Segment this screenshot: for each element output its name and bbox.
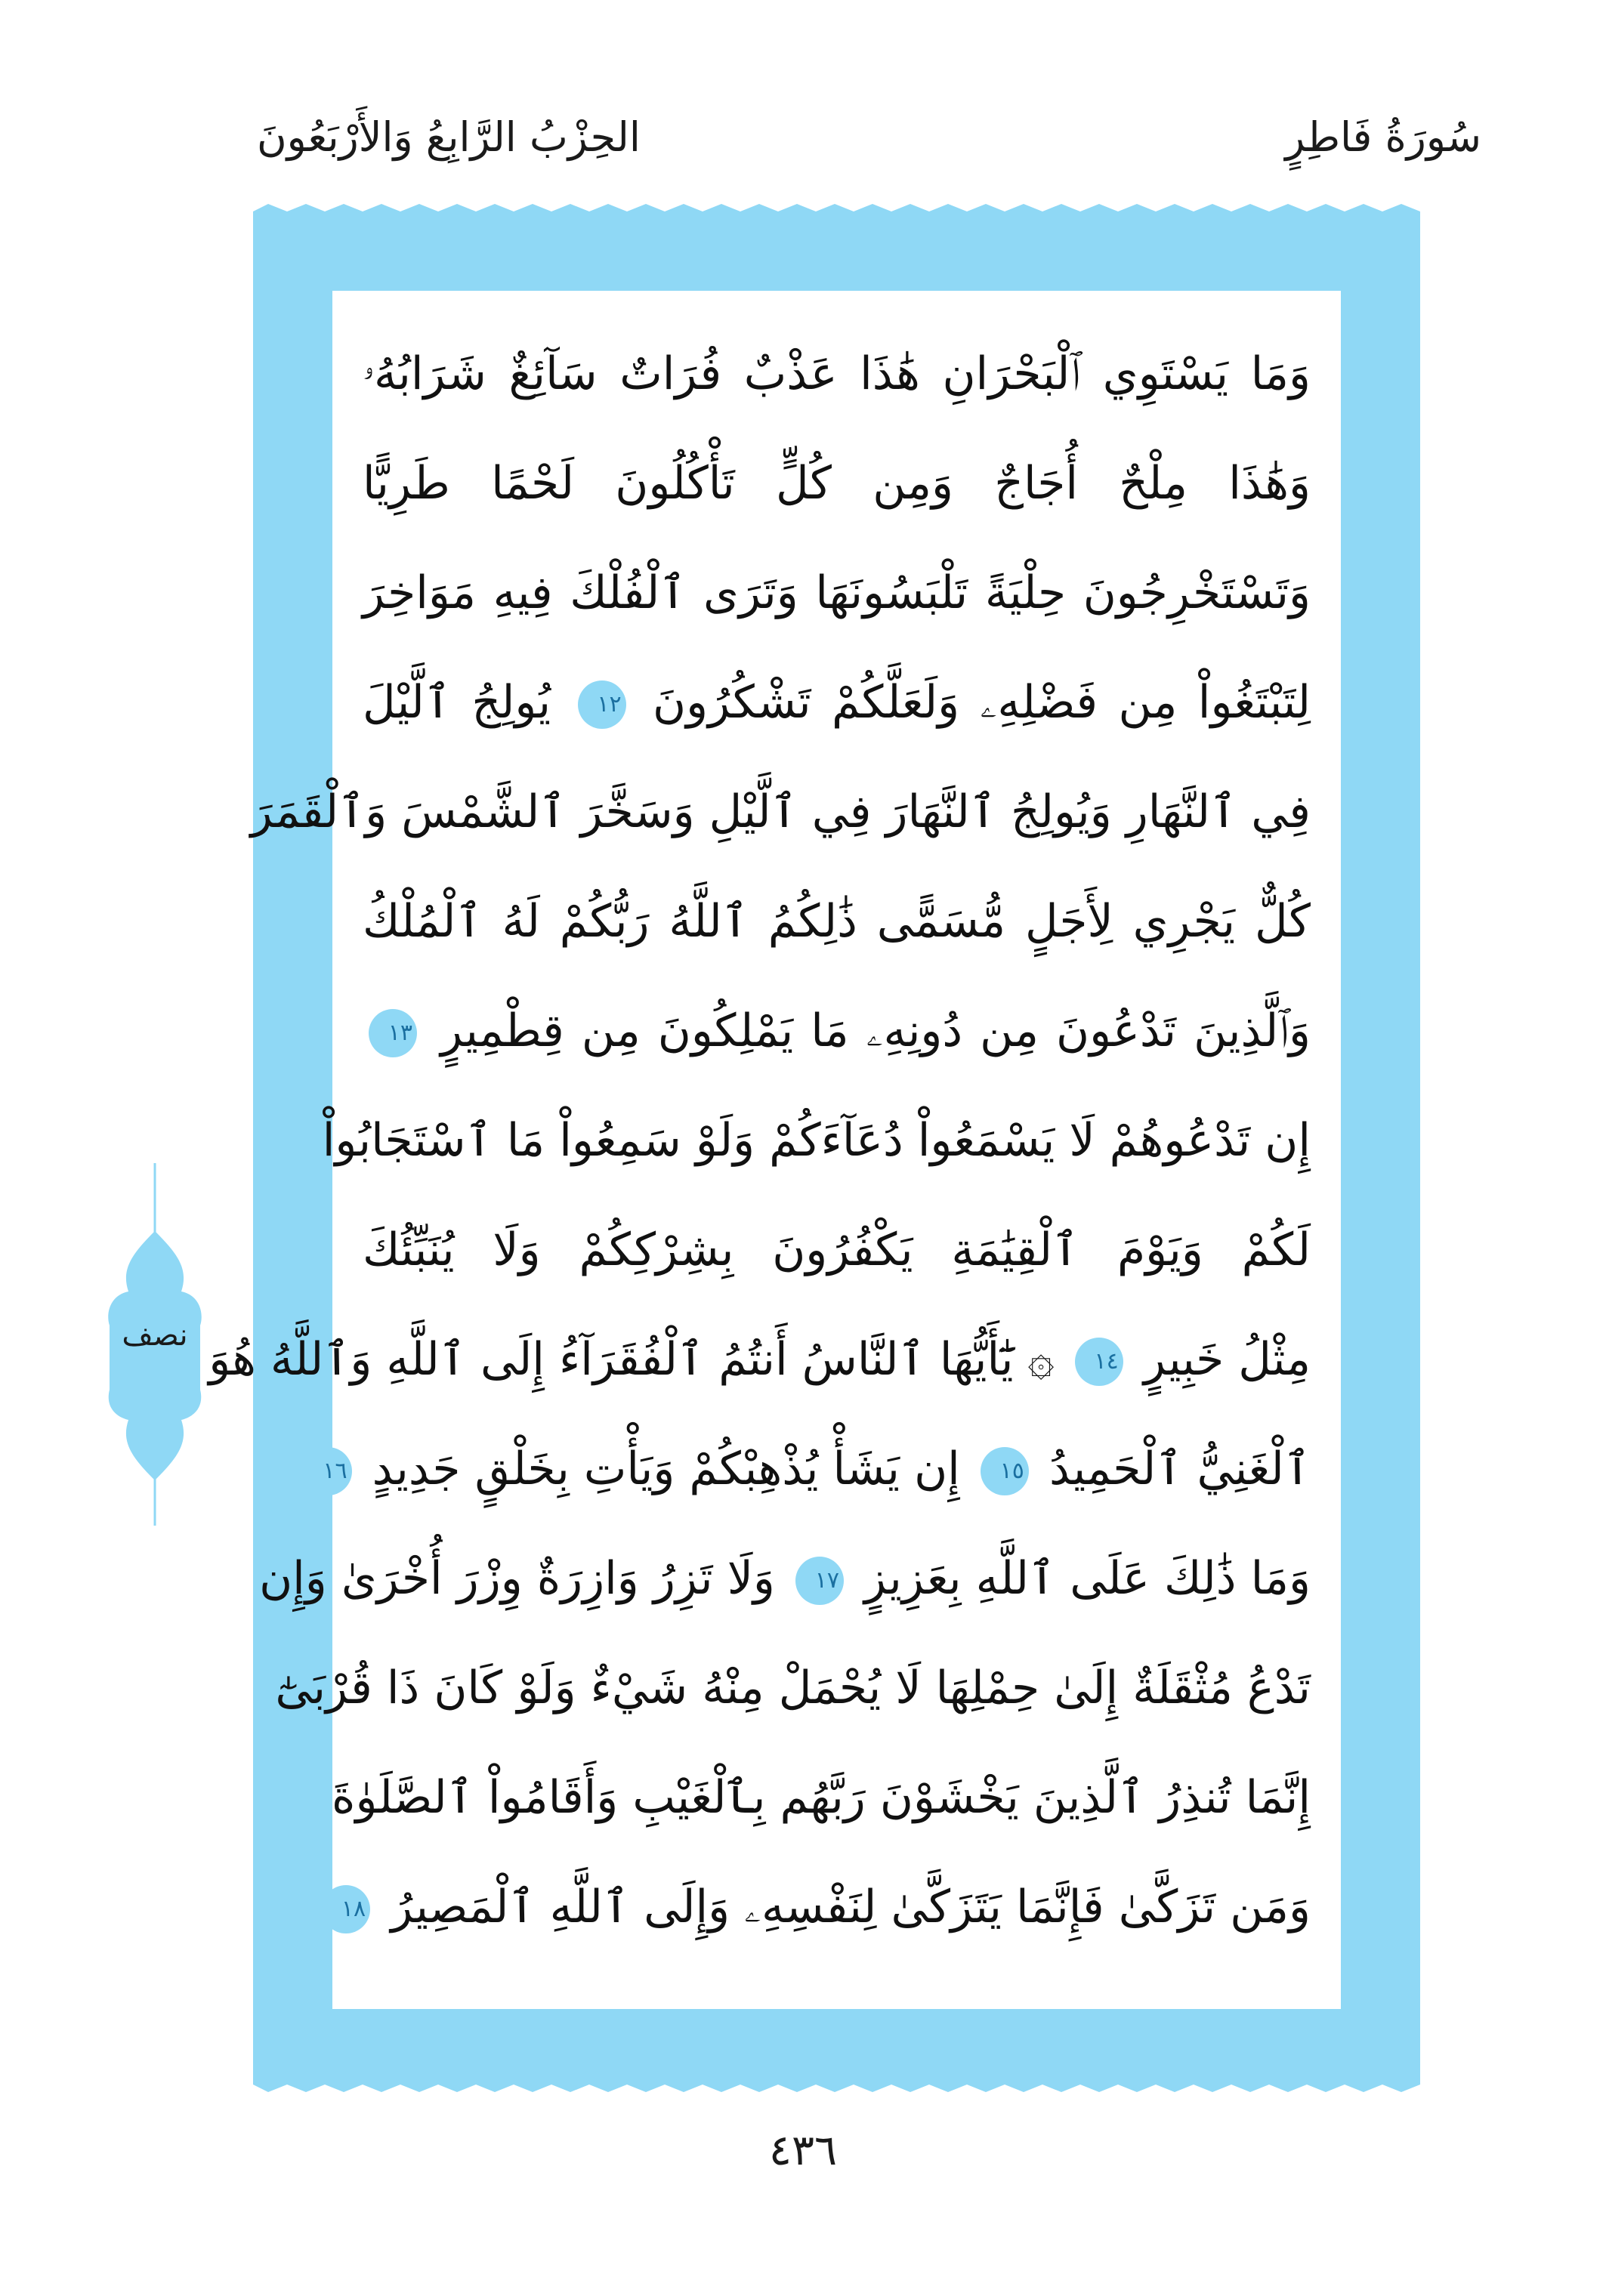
verse-line [323,1420,1311,1518]
verse-text: ٱلْغَنِيُّ ٱلْحَمِيدُ [1049,1443,1311,1495]
ayah-number-marker: ١٥ [981,1447,1029,1495]
ayah-number-marker: ١٤ [1075,1338,1123,1386]
ayah-number-marker: ١٣ [369,1009,417,1057]
verse-text: وَمَا يَسْتَوِي ٱلْبَحْرَانِ هَٰذَا عَذْبٌ فُرَاتٌ سَآئِغٌ شَرَابُهُۥ [363,347,1311,400]
surah-name: سُورَةُ فَاطِرٍ [1285,113,1481,161]
ayah-number-marker: ١٢ [578,680,626,729]
verse-text: وَهَٰذَا مِلْحٌ أُجَاجٌ وَمِن كُلٍّ تَأْكُلُونَ لَحْمًا طَرِيًّا [363,457,1311,510]
verse-line [363,434,1311,532]
verse-text: وَتَسْتَخْرِجُونَ حِلْيَةً تَلْبَسُونَهَا وَتَرَى ٱلْفُلْكَ فِيهِ مَوَاخِرَ [363,566,1311,619]
ayah-number-marker: ١٧ [795,1557,844,1605]
verse-line [275,1639,1311,1737]
verse-line [322,1091,1311,1190]
verse-text: تَدْعُ مُثْقَلَةٌ إِلَىٰ حِمْلِهَا لَا يُحْمَلْ مِنْهُ شَيْءٌ وَلَوْ كَانَ ذَا قُرْبَىٰٓ [275,1662,1311,1714]
hizb-name: الحِزْبُ الرَّابِعُ وَالأَرْبَعُونَ [257,113,641,161]
verse-text: إِن تَدْعُوهُمْ لَا يَسْمَعُواْ دُعَآءَكُمْ وَلَوْ سَمِعُواْ مَا ٱسْتَجَابُواْ [322,1114,1311,1167]
verse-text: يُولِجُ ٱلَّيْلَ [363,676,551,729]
verse-text: وَلَا تَزِرُ وَازِرَةٌ وِزْرَ أُخْرَىٰ وَإِن [259,1552,775,1605]
page-number: ٤٣٦ [768,2126,838,2175]
quran-text-panel [208,291,1341,2009]
verse-text: لَكُمْ وَيَوْمَ ٱلْقِيَٰمَةِ يَكْفُرُونَ بِشِرْكِكُمْ وَلَا يُنَبِّئُكَ [363,1224,1311,1276]
verse-text: فِي ٱلنَّهَارِ وَيُولِجُ ٱلنَّهَارَ فِي ٱلَّيْلِ وَسَخَّرَ ٱلشَّمْسَ وَٱلْقَمَرَ [250,785,1311,838]
verse-line [259,1529,1311,1628]
verse-text: ۞ يَٰٓأَيُّهَا ٱلنَّاسُ أَنتُمُ ٱلْفُقَرَآءُ إِلَى ٱللَّهِ وَٱللَّهُ هُوَ [208,1333,1055,1386]
half-hizb-marker [106,1163,204,1526]
verse-line [363,1201,1311,1299]
verse-line [208,1310,1311,1409]
verse-text: كُلٌّ يَجْرِي لِأَجَلٍ مُّسَمًّى ذَٰلِكُمُ ٱللَّهُ رَبُّكُمْ لَهُ ٱلْمُلْكُ [363,895,1311,948]
verse-line [250,763,1311,861]
verse-text: مِثْلُ خَبِيرٍ [1143,1333,1311,1386]
half-hizb-label: نصف [122,1318,188,1353]
verse-lines [208,291,1341,2009]
verse-text: لِتَبْتَغُواْ مِن فَضْلِهِۦ وَلَعَلَّكُمْ تَشْكُرُونَ [653,676,1311,729]
verse-line [363,872,1311,971]
verse-text: وَمَا ذَٰلِكَ عَلَى ٱللَّهِ بِعَزِيزٍ [864,1552,1311,1605]
verse-line [363,982,1311,1080]
verse-text: إِنَّمَا تُنذِرُ ٱلَّذِينَ يَخْشَوْنَ رَبَّهُم بِٱلْغَيْبِ وَأَقَامُواْ ٱلصَّلَوٰةَ [332,1771,1311,1824]
verse-text: وَٱلَّذِينَ تَدْعُونَ مِن دُونِهِۦ مَا يَمْلِكُونَ مِن قِطْمِيرٍ [440,1004,1311,1057]
ayah-number-marker: ١٦ [304,1447,352,1495]
verse-text: وَمَن تَزَكَّىٰ فَإِنَّمَا يَتَزَكَّىٰ لِنَفْسِهِۦ وَإِلَى ٱللَّهِ ٱلْمَصِيرُ [391,1881,1311,1933]
verse-line [363,325,1311,423]
verse-line [363,544,1311,642]
ayah-number-marker: ١٨ [322,1885,370,1933]
verse-text: إِن يَشَأْ يُذْهِبْكُمْ وَيَأْتِ بِخَلْقٍ جَدِيدٍ [372,1443,960,1495]
verse-line [363,653,1311,751]
verse-line [341,1858,1311,1956]
verse-line [332,1748,1311,1847]
